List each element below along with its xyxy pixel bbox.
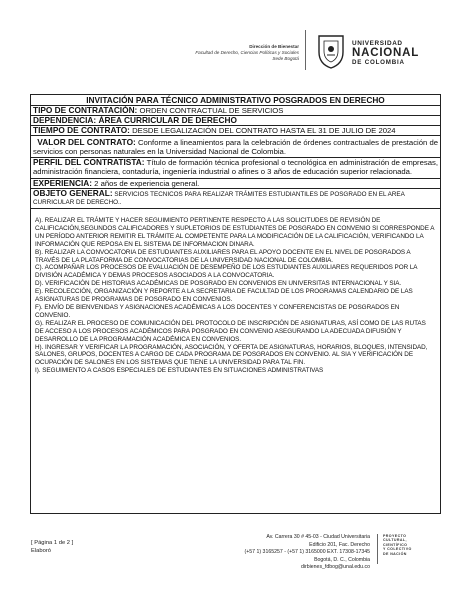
contract-type-value: ORDEN CONTRACTUAL DE SERVICIOS: [139, 106, 284, 115]
contract-type-label: TIPO DE CONTRATACIÓN:: [33, 105, 138, 115]
contractor-profile-row: [31, 158, 440, 179]
activity-item: C). ACOMPAÑAR LOS PROCESOS DE EVALUACIÓN DE DESEMPEÑO DE LOS ESTUDIANTES AUXILIARES REQUERIDOS POR LA DIVISIÓN ACADÉMICA Y DEMAS PROCESOS ASOCIADOS A LA CONVOCATORIA.: [35, 264, 418, 280]
document-title: INVITACIÓN PARA TÉCNICO ADMINISTRATIVO POSGRADOS EN DERECHO: [31, 95, 440, 106]
objective-value: SERVICIOS TECNICOS PARA REALIZAR TRÁMITES ESTUDIANTILES DE POSGRADO EN EL AREA CURRICULAR DE DERECHO..: [33, 191, 405, 206]
phone-line: (+57 1) 3165257 - (+57 1) 3165000 EXT. 17308-17345: [244, 549, 370, 556]
contract-time-row: [31, 126, 440, 136]
activity-item: B). REALIZAR LA CONVOCATORIA DE ESTUDIANTES AUXILIARES PARA EL APOYO DOCENTE EN EL NIVEL DE POSGRADOS A TRAVÉS DE LA PLATAFORMA DE CONVOCATORIAS DE LA UNIVERSIDAD NACIONAL DE COLOMBIA.: [35, 248, 411, 264]
address-line: Edificio 201, Fac. Derecho: [309, 541, 370, 548]
page-header: [0, 0, 463, 80]
logo-line: DE NACIÓN: [383, 551, 407, 556]
objective-label: OBJETO GENERAL:: [33, 188, 113, 198]
city-line: Bogotá, D. C., Colombia: [314, 556, 370, 563]
contract-value-text: Conforme a lineamientos para la celebración de órdenes contractuales de prestación de servicios con personas naturales en la Universidad Nacional de Colombia.: [33, 138, 438, 156]
university-name: [352, 40, 419, 66]
contract-value-row: [31, 136, 440, 158]
footer-left: [31, 540, 73, 555]
faculty-name: Facultad de Derecho, Ciencias Políticas y Sociales: [195, 49, 299, 55]
header-divider: [305, 30, 306, 70]
colombia-word: DE COLOMBIA: [352, 59, 405, 66]
email-line: dirbienes_fdbog@unal.edu.co: [300, 564, 370, 571]
experience-label: EXPERIENCIA:: [33, 178, 93, 188]
university-word: UNIVERSIDAD: [352, 40, 403, 47]
activity-item: H). INGRESAR Y VERIFICAR LA PROGRAMACIÓN, ASOCIACIÓN, Y OFERTA DE ASIGNATURAS, HORARIOS, BLOQUES, INTENSIDAD, SALONES, GRUPOS, DOCENTES A CARGO DE CADA PROGRAMA DE POSGRADOS EN CONVENIO. AL SIA Y VERIFICACIÓN DE OCUPACIÓN DE SALONES EN LOS SISTEMAS QUE TIENE LA UNIVERSIDAD PARA TAL FIN.: [35, 343, 428, 367]
department-block: [195, 44, 299, 61]
logo-bar: [377, 534, 378, 564]
university-seal-icon: [315, 32, 347, 70]
activity-item: I). SEGUIMIENTO A CASOS ESPECIALES DE ESTUDIANTES EN SITUACIONES ADMINISTRATIVAS: [35, 367, 324, 375]
logo-line: CULTURAL,: [383, 538, 407, 543]
footer-address: [245, 534, 370, 572]
logo-line: CIENTÍFICO: [383, 542, 408, 547]
activity-item: G). REALIZAR EL PROCESO DE COMUNICACIÓN DEL PROTOCOLO DE INSCRIPCIÓN DE ASIGNATURAS, ASÍ COMO DE LAS RUTAS DE ACCESO A LOS PROCESOS ACADÉMICOS PARA POSGRADO EN CONVENIO ASEGURANDO LA ADECUADA DIFUSIÓN Y DESARROLLO DE LA PROGRAMACIÓN ACADÉMICA EN CONVENIOS.: [35, 319, 426, 343]
invitation-table: [30, 94, 441, 514]
page-number: [ Página 1 de 2 ]: [31, 540, 74, 546]
contractor-profile-value: Título de formación técnica profesional o tecnológica en administración de empresas, administración financiera, contaduría, ingeniería industrial o afines o 3 años de educación superior relacionada.: [33, 158, 438, 176]
dept-name: Dirección de Bienestar: [249, 44, 299, 49]
contract-time-value: DESDE LEGALIZACIÓN DEL CONTRATO HASTA EL 31 DE JULIO DE 2024: [132, 126, 396, 135]
contract-time-label: TIEMPO DE CONTRATO:: [33, 125, 130, 135]
activity-item: A). REALIZAR EL TRÁMITE Y HACER SEGUIMIENTO PERTINENTE RESPECTO A LAS SOLICITUDES DE REVISIÓN DE CALIFICACIÓN,SEGUNDOS CALIFICADORES Y SUPLETORIOS DE ESTUDIANTES DE POSGRADO EN CONVENIO SI CORRESPONDE A UN PERÍODO ANTERIOR REMITIR EL TRÁMITE AL COMPETENTE PARA LA MODIFICACIÓN DE LA CALIFICACIÓN, VERIFICANDO LA INFORMACIÓN QUE REPOSA EN EL SISTEMA DE INFORMACION DINARA.: [35, 217, 435, 248]
objective-row: [31, 189, 440, 209]
dependency-text: DEPENDENCIA: ÁREA CURRICULAR DE DERECHO: [33, 115, 237, 125]
activities-list: [31, 209, 440, 375]
experience-value: 2 años de experiencia general.: [94, 179, 200, 188]
contract-value-label: VALOR DEL CONTRATO:: [37, 137, 136, 147]
nacional-word: NACIONAL: [352, 47, 420, 59]
campus-name: Sede Bogotá: [272, 55, 299, 61]
prepared-by-label: Elaboró: [31, 547, 51, 554]
logo-line: Y COLECTIVO: [383, 547, 412, 552]
activity-item: E). RECOLECCIÓN, ORGANIZACIÓN Y REPORTE A LA SECRETARIA DE FACULTAD DE LOS PROGRAMAS CALENDARIO DE LAS ASIGNATURAS DE PROGRAMAS DE POSGRADO EN CONVENIOS.: [35, 288, 413, 304]
logo-line: PROYECTO: [383, 534, 407, 538]
activity-item: F). ENVÍO DE BIENVENIDAS Y ASIGNACIONES ACADÉMICAS A LOS DOCENTES Y CONFERENCISTAS DE POSGRADOS EN CONVENIO.: [35, 303, 400, 319]
project-logo-text: [383, 534, 412, 556]
activity-item: D). VERIFICACIÓN DE HISTORIAS ACADÉMICAS DE POSGRADO EN CONVENIOS EN UNIVERSITAS INTERNACIONAL Y SIA.: [35, 280, 402, 288]
contractor-profile-label: PERFIL DEL CONTRATISTA:: [33, 157, 145, 167]
address-line: Av. Carrera 30 # 45-03 - Ciudad Universitaria: [266, 534, 370, 540]
